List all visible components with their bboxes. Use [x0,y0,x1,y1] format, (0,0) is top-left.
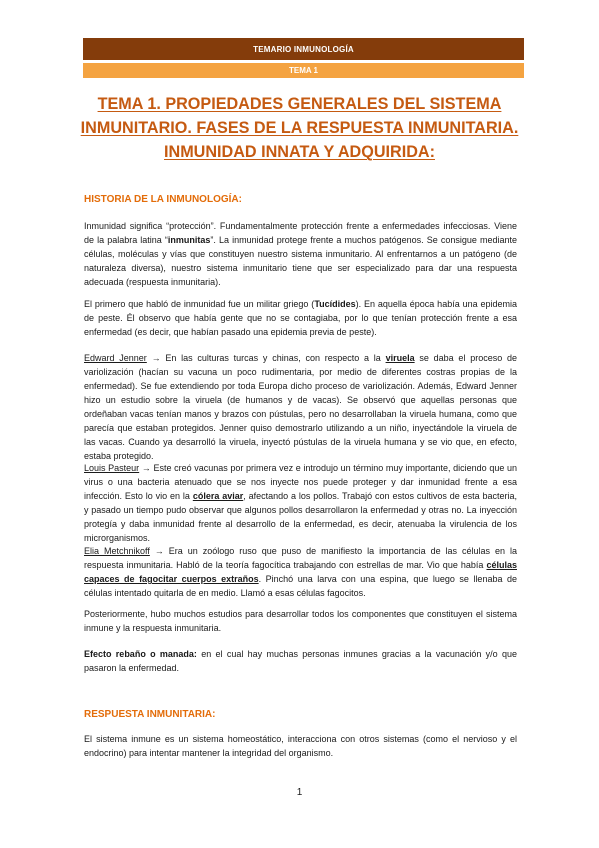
bold-term: viruela [385,353,415,363]
title-line-3: INMUNIDAD INNATA Y ADQUIRIDA: [164,143,435,161]
text-run: ”. La inmunidad protege frente a muchos patógenos. Se consigue mediante células, moléculas y vías que constituyen nuestro sistema inmunitario. Al enfrentarnos a un patógeno (de naturaleza diversa), nuestro sistema inmunitario tiene que ser especializado para dar una respuesta adecuada (respuesta inmunitaria). [84,235,517,287]
text-run: El primero que habló de inmunidad fue un militar griego ( [84,299,315,309]
bold-term: cólera aviar [192,491,244,501]
text-run: Inmunidad significa “protección”. Fundamentalmente protección frente a enfermedades infecciosas. Viene de la palabra latina “ [84,221,517,245]
text-run: → En las culturas turcas y chinas, con respecto a la [146,353,386,363]
scientist-name: Edward Jenner [84,353,147,363]
text-run: . Pinchó una larva con una espina, que luego se llenaba de células intentado quitarla de en medio. Llamó a esas células fagocitos. [84,574,517,598]
bold-term: Efecto rebaño o manada: [84,649,197,659]
section-heading-history: HISTORIA DE LA INMUNOLOGÍA: [84,194,242,205]
title-line-2: INMUNITARIO. FASES DE LA RESPUESTA INMUNITARIA. [80,119,519,137]
header-title: TEMARIO INMUNOLOGÍA [253,44,354,54]
section-heading-immune-response: RESPUESTA INMUNITARIA: [84,709,216,720]
page-title [70,92,529,164]
document-header-band [83,38,524,60]
text-run: ). En aquella época había una epidemia de peste. Él observo que había gente que no se contagiaba, por lo que tenían protección frente a esa enfermedad (es decir, que habían pasado una epidemia previa de peste). [84,299,517,337]
page-number: 1 [296,787,303,798]
paragraph-later-studies: Posteriormente, hubo muchos estudios para desarrollar todos los componentes que constituyen el sistema inmune y la respuesta inmunitaria. [84,609,517,633]
scientist-name: Louis Pasteur [84,463,140,473]
paragraph-pasteur [84,461,517,545]
text-run: en el cual hay muchas personas inmunes gracias a la vacunación y/o que pasaron la enfermedad. [84,649,517,673]
text-run: , afectando a los pollos. Trabajó con estos cultivos de esta bacteria, y pasado un tiempo pudo observar que algunos pollos desarrollaron la enfermedad y otras no. La inyección protegía y daba inmunidad frente al desarrollo de la enfermedad, es decir, atenuaba la virulencia de los microrganismos. [84,491,517,543]
header-subtitle: TEMA 1 [288,66,319,75]
scientist-name: Elia Metchnikoff [84,546,150,556]
text-run: se daba el proceso de variolización (hacían su vacuna un poco rudimentaria, por medio de diferentes costras propias de la enfermedad). Se fue extendiendo por toda Europa dicho proceso de variolización. Además, Edward Jenner hizo un estudio sobre la viruela (de humanos y de vacas). Se observó que aquellas personas que ordeñaban vacas tenían manos y brazos con pústulas, pero no desarrollaban la viruela humana, como que parecía que estaban protegidos. Jenner quiso demostrarlo utilizando a un niño, inyectándole la viruela de las vacas. Cuando ya desarrolló la viruela, inyectó pústulas de la viruela humana y se vio que, en efecto, estaba protegido. [84,353,517,461]
paragraph-jenner [84,351,517,463]
document-subheader-band [83,63,524,78]
bold-term: inmunitas [167,235,211,245]
paragraph-definition [84,219,517,289]
paragraph-metchnikoff [84,544,517,600]
text-run: → Este creó vacunas por primera vez e introdujo un término muy importante, diciendo que un virus o una bacteria atenuado que se nos inyecte nos puede proteger y dar inmunidad frente a esa infección. Esto lo vio en la [84,463,517,501]
paragraph-thucydides [84,297,517,339]
text-run: → Era un zoólogo ruso que puso de manifiesto la importancia de las células en la respuesta inmunitaria. Habló de la teoría fagocítica trabajando con estrellas de mar. Vio que había [84,546,517,570]
paragraph-immune-system: El sistema inmune es un sistema homeostático, interacciona con otros sistemas (como el nervioso y el endocrino) para intentar mantener la integridad del organismo. [84,734,517,758]
bold-term: Tucídides [314,299,356,309]
paragraph-herd-effect [84,647,517,675]
title-line-1: TEMA 1. PROPIEDADES GENERALES DEL SISTEMA [97,95,502,113]
bold-term: células capaces de fagocitar cuerpos extraños [84,560,517,584]
